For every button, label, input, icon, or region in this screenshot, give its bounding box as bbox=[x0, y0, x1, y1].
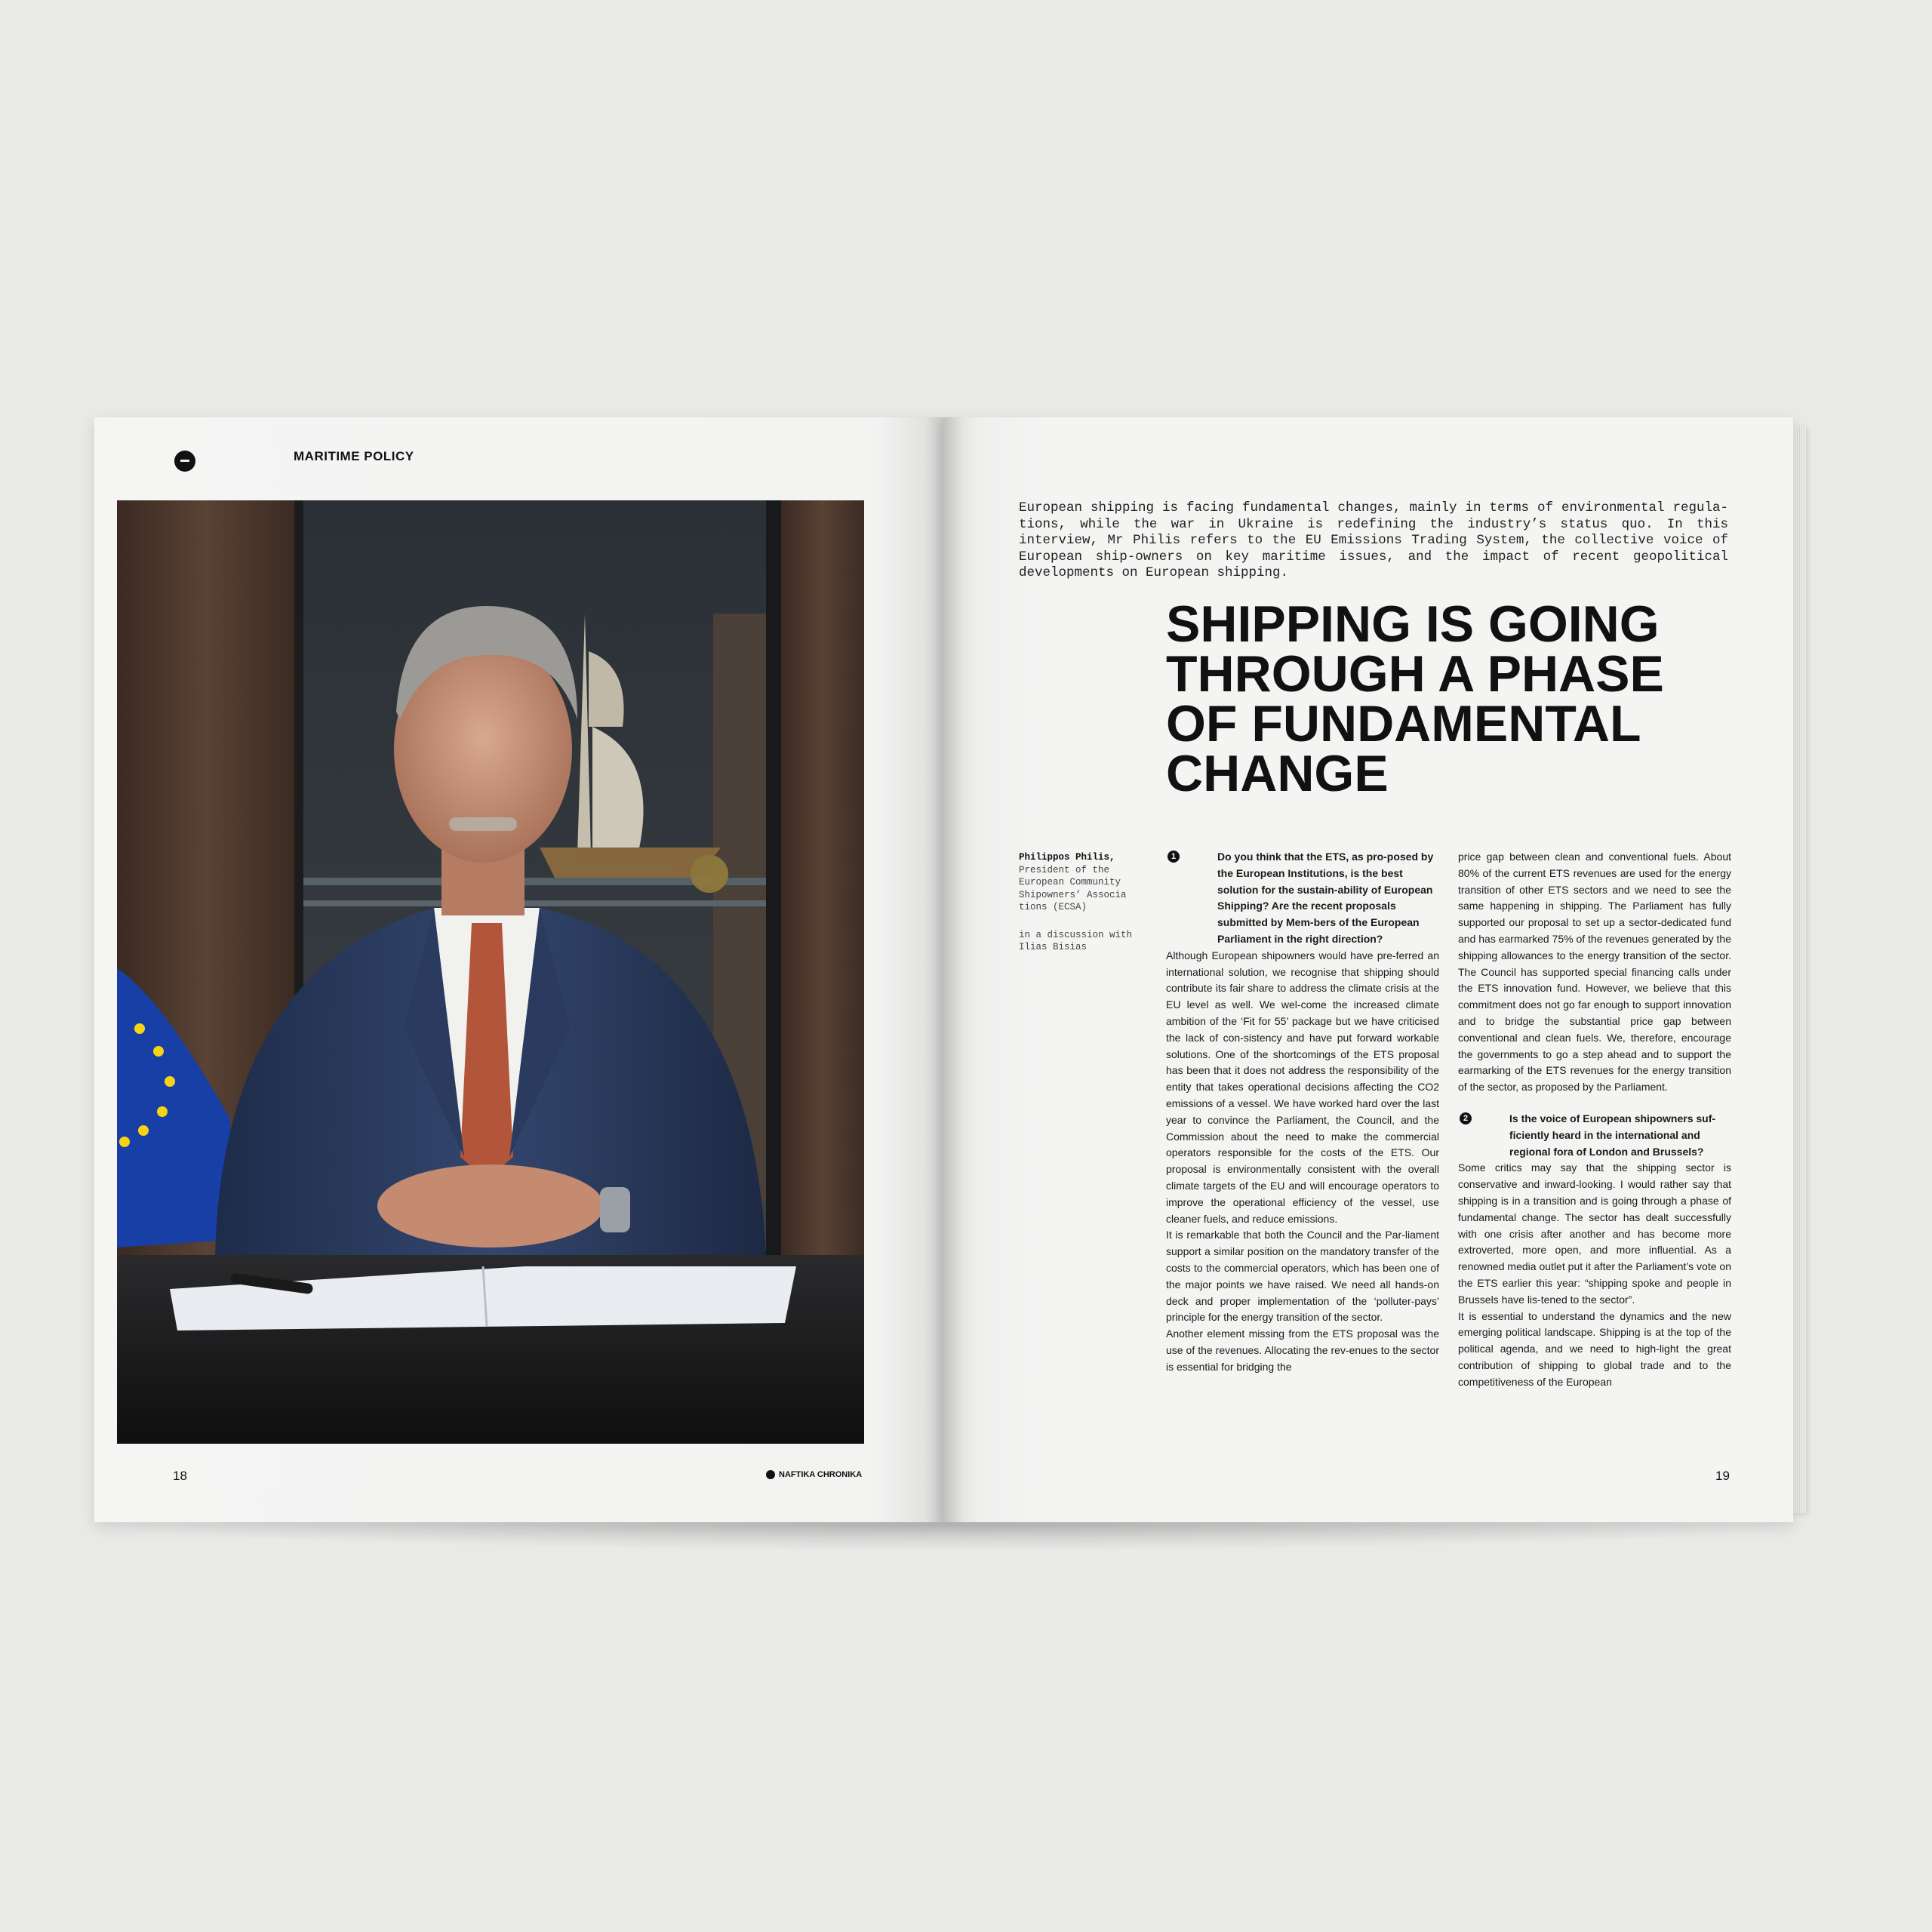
text-column-1 bbox=[1166, 849, 1439, 1376]
answer-1-paragraph-4: price gap between clean and conventional fuels. About 80% of the current ETS revenues are used for the energy transition of other ETS sectors and we need to see the same happening in shipping. The Parliament has fully supported our proposal to set up a sector-dedicated fund and has earmarked 75% of the revenues generated by the shipping allowances to the energy transition of the sector. The Council has supported special financing calls under the ETS innovation fund. However, we believe that this commitment does not go far enough to support innovation and to bridge the substantial price gap between conventional and clean fuels. We, therefore, encourage the governments to go a step ahead and to support the earmarking of the ETS revenues for the energy transition of the sector, as proposed by the Parliament. bbox=[1458, 851, 1731, 1094]
magazine-logo-icon bbox=[174, 451, 195, 472]
magazine-spread bbox=[94, 417, 1812, 1522]
brand-logo-icon bbox=[766, 1470, 775, 1479]
spine-gutter bbox=[924, 417, 962, 1522]
answer-2-paragraph-2: It is essential to understand the dynamics and the new emerging political landscape. Shipping is at the top of the political agenda, and we need to high-light the great contribution of shipping to global trade and to the competitiveness of the European bbox=[1458, 1309, 1731, 1388]
question-2 bbox=[1458, 1111, 1731, 1160]
byline-interviewer: in a discussion with Ilias Bisias bbox=[1019, 929, 1133, 952]
byline-name: Philippos Philis, bbox=[1019, 852, 1115, 863]
footer-brand bbox=[766, 1470, 862, 1479]
byline bbox=[1019, 851, 1140, 954]
question-number-2: 2 bbox=[1460, 1112, 1472, 1124]
question-1 bbox=[1166, 849, 1439, 948]
question-2-text: Is the voice of European shipowners suf-ficiently heard in the international and regional fora of London and Brussels? bbox=[1509, 1112, 1716, 1158]
answer-1-paragraph-1: Although European shipowners would have pre-ferred an international solution, we recognise that shipping should contribute its fair share to address the climate crisis at the EU level as well. We wel-come the increased climate ambition of the ‘Fit for 55’ package but we have criticised the lack of con-sistency and have put forward workable solutions. One of the shortcomings of the ETS proposal has been that it does not address the responsibility of the entity that takes operational decisions affecting the CO2 emissions of a vessel. We have worked hard over the last year to convince the Parliament, the Council, and the Commission about the need to make the commercial operators responsible for the costs of the ETS. Our proposal is environmentally consistent with the overall climate targets of the EU and will encourage operators to improve the operational efficiency of the vessel, use cleaner fuels, and reduce emissions. bbox=[1166, 949, 1439, 1225]
text-column-2 bbox=[1458, 849, 1731, 1391]
page-number-left: 18 bbox=[173, 1469, 187, 1483]
page-number-right: 19 bbox=[1715, 1469, 1730, 1483]
question-number-1: 1 bbox=[1168, 851, 1180, 863]
question-1-text: Do you think that the ETS, as pro-posed by the European Institutions, is the best solution for the sustain-ability of European Shipping? Are the recent proposals submitted by Mem-bers of the European Parliament in the right direction? bbox=[1217, 851, 1434, 945]
right-page bbox=[943, 417, 1793, 1522]
answer-1-paragraph-2: It is remarkable that both the Council and the Par-liament support a similar position on the mandatory transfer of the costs to the commercial operators, which has been one of the major points we have raised. We need all hands-on deck and proper implementation of the ‘polluter-pays’ principle for the energy transition of the sector. bbox=[1166, 1229, 1439, 1324]
section-label: MARITIME POLICY bbox=[294, 449, 414, 463]
footer-brand-text: NAFTIKA CHRONIKA bbox=[779, 1470, 863, 1479]
headline: SHIPPING IS GOING THROUGH A PHASE OF FUNDAMENTAL CHANGE bbox=[1166, 595, 1664, 802]
intro-paragraph: European shipping is facing fundamental changes, mainly in terms of environmental regula-tions, while the war in Ukraine is redefining the industry’s status quo. In this interview, Mr Philis refers to the EU Emissions Trading System, the collective voice of European ship-owners on key maritime issues, and the impact of recent geopolitical developments on European shipping. bbox=[1019, 500, 1728, 580]
left-page bbox=[94, 417, 943, 1522]
portrait-photo bbox=[117, 500, 864, 1444]
answer-1-paragraph-3: Another element missing from the ETS proposal was the use of the revenues. Allocating the rev-enues to the sector is essential for bridging the bbox=[1166, 1327, 1439, 1373]
answer-2-paragraph-1: Some critics may say that the shipping sector is conservative and inward-looking. I would rather say that shipping is in a transition and is going through a phase of fundamental change. The sector has dealt successfully with one crisis after another and has become more extroverted, more open, and more influential. As a renowned media outlet put it after the Parliament’s vote on the ETS earlier this year: “shipping spoke and people in Brussels have lis-tened to the sector”. bbox=[1458, 1161, 1731, 1306]
byline-role: President of the European Community Shipowners’ Associa tions (ECSA) bbox=[1019, 864, 1127, 912]
